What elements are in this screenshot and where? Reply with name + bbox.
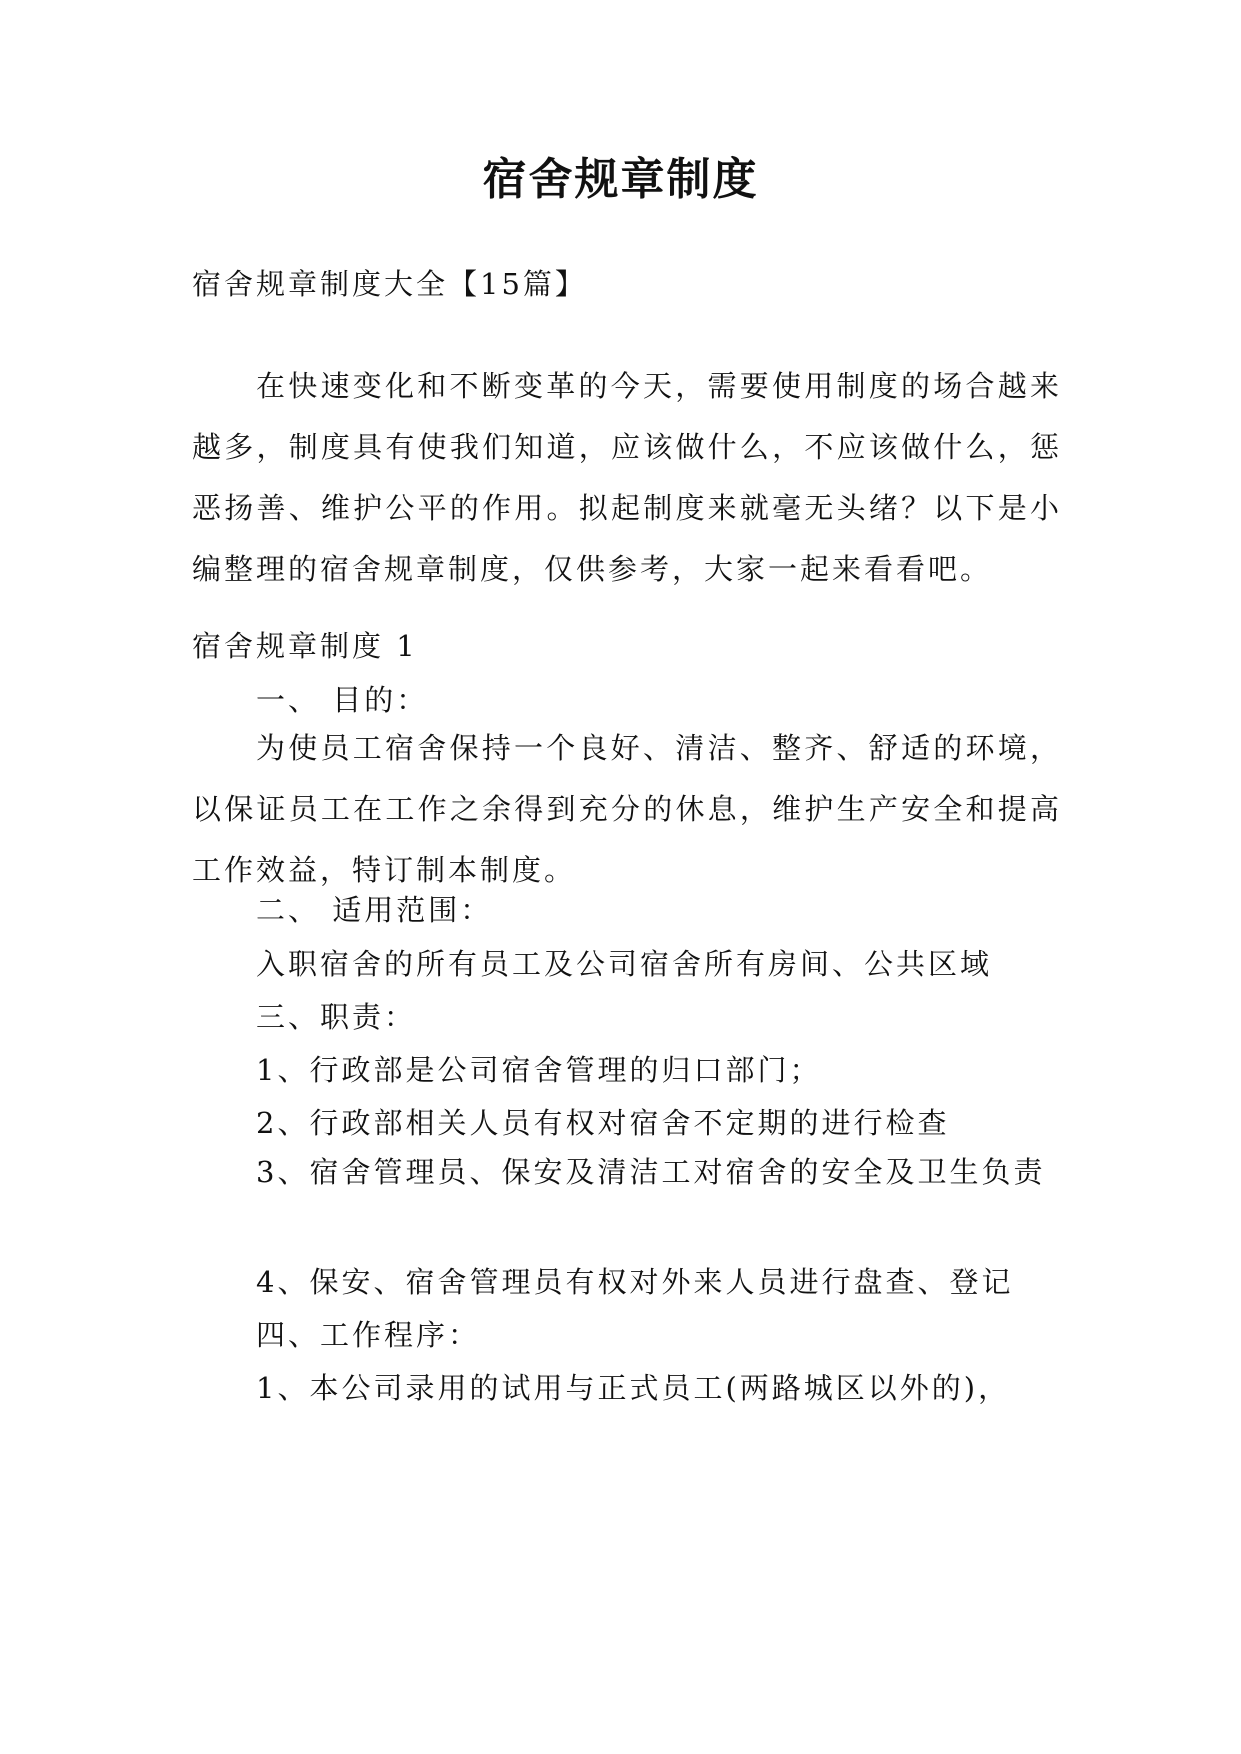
section-heading: 宿舍规章制度 1 (192, 629, 418, 663)
scope-heading: 二、 适用范围： (256, 893, 493, 927)
duty-item-3: 3、宿舍管理员、保安及清洁工对宿舍的安全及卫生负责 (256, 1155, 1046, 1189)
procedure-heading: 四、工作程序： (256, 1318, 481, 1352)
duty-heading: 三、职责： (256, 1000, 417, 1034)
purpose-paragraph: 为使员工宿舍保持一个良好、清洁、整齐、舒适的环境，以保证员工在工作之余得到充分的休息，维护生产安全和提高工作效益，特订制本制度。 (192, 731, 1062, 887)
duty-item-2: 2、行政部相关人员有权对宿舍不定期的进行检查 (256, 1106, 950, 1140)
document-subtitle: 宿舍规章制度大全【15篇】 (192, 267, 587, 301)
page-title: 宿舍规章制度 (482, 154, 759, 205)
duty-item-4: 4、保安、宿舍管理员有权对外来人员进行盘查、登记 (256, 1265, 1014, 1299)
duty-item-1: 1、行政部是公司宿舍管理的归口部门； (256, 1053, 822, 1087)
procedure-item-1: 1、本公司录用的试用与正式员工(两路城区以外的)， (256, 1371, 1011, 1405)
scope-paragraph: 入职宿舍的所有员工及公司宿舍所有房间、公共区域 (256, 947, 993, 981)
intro-paragraph: 在快速变化和不断变革的今天，需要使用制度的场合越来越多，制度具有使我们知道，应该做什么，不应该做什么，惩恶扬善、维护公平的作用。拟起制度来就毫无头绪？以下是小编整理的宿舍规章制度，仅供参考，大家一起来看看吧。 (192, 369, 1062, 586)
purpose-heading: 一、 目的： (256, 683, 429, 717)
